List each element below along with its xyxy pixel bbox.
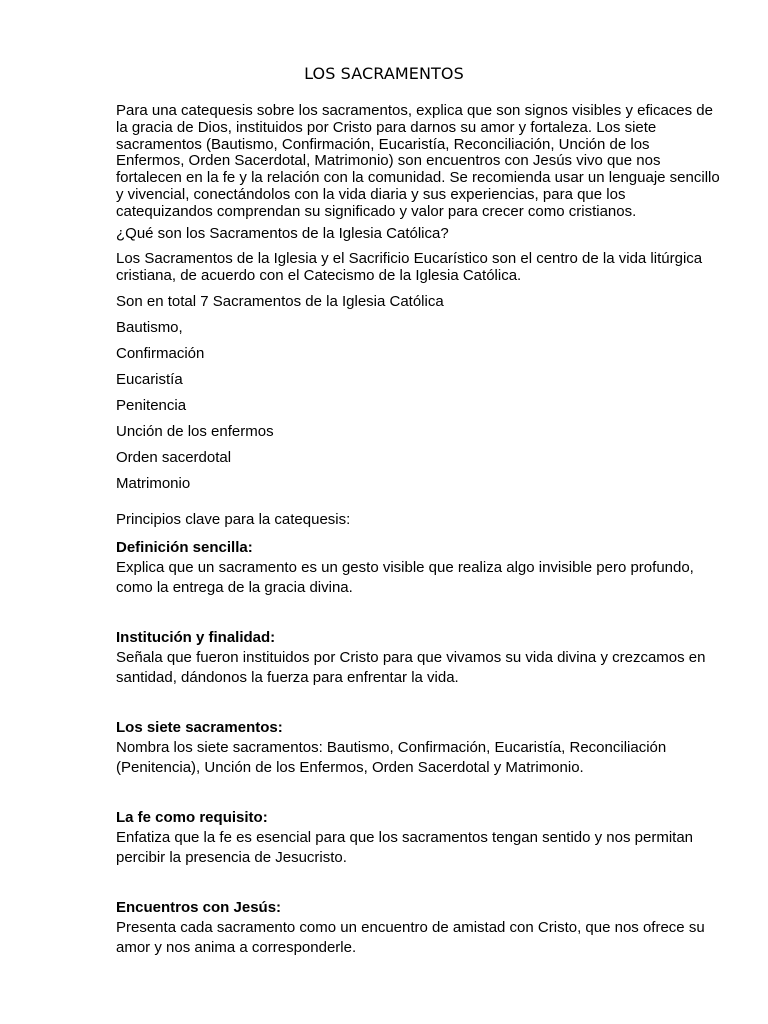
list-item: Confirmación [116, 344, 205, 362]
principle-text: Explica que un sacramento es un gesto visible que realiza algo invisible pero profundo, como la entrega de la gracia divina. [116, 558, 694, 596]
principle-block [116, 628, 722, 688]
principles-heading: Principios clave para la catequesis: [116, 510, 351, 528]
answer-paragraph: Los Sacramentos de la Iglesia y el Sacrificio Eucarístico son el centro de la vida litúrgica cristiana, de acuerdo con el Catecismo de la Iglesia Católica. [116, 250, 703, 285]
principle-title: Los siete sacramentos: [116, 718, 283, 736]
principle-block [116, 898, 722, 958]
principle-title: Institución y finalidad: [116, 628, 276, 646]
principle-text: Señala que fueron instituidos por Cristo para que vivamos su vida divina y crezcamos en santidad, dándonos la fuerza para enfrentar la vida. [116, 648, 706, 686]
intro-paragraph: Para una catequesis sobre los sacramentos, explica que son signos visibles y eficaces de la gracia de Dios, instituidos por Cristo para darnos su amor y fortaleza. Los siete sacramentos (Bautismo, Confirmación, Eucaristía, Reconciliación, Unción de los Enfermos, Orden Sacerdotal, Matrimonio) son encuentros con Jesús vivo que nos fortalecen en la fe y la relación con la comunidad. Se recomienda usar un lenguaje sencillo y vivencial, conectándolos con la vida diaria y sus experiencias, para que los catequizandos comprendan su significado y valor para crecer como cristianos. [116, 102, 720, 220]
principle-text: Enfatiza que la fe es esencial para que los sacramentos tengan sentido y nos permitan percibir la presencia de Jesucristo. [116, 828, 694, 866]
principle-text: Presenta cada sacramento como un encuentro de amistad con Cristo, que nos ofrece su amor y nos anima a corresponderle. [116, 918, 705, 956]
principle-text: Nombra los siete sacramentos: Bautismo, Confirmación, Eucaristía, Reconciliación (Penitencia), Unción de los Enfermos, Orden Sacerdotal y Matrimonio. [116, 738, 667, 776]
list-item: Eucaristía [116, 370, 183, 388]
principle-title: La fe como requisito: [116, 808, 268, 826]
sacraments-list [116, 320, 722, 502]
list-item: Unción de los enfermos [116, 422, 274, 440]
list-item: Orden sacerdotal [116, 448, 232, 466]
list-item: Penitencia [116, 396, 187, 414]
principle-block [116, 808, 722, 868]
question-line: ¿Qué son los Sacramentos de la Iglesia Católica? [116, 224, 449, 242]
sacraments-total-line: Son en total 7 Sacramentos de la Iglesia Católica [116, 292, 444, 310]
principle-block [116, 718, 722, 778]
list-item: Matrimonio [116, 474, 191, 492]
principle-block [116, 538, 722, 598]
document-body [116, 103, 722, 988]
list-item: Bautismo, [116, 318, 183, 336]
document-title: LOS SACRAMENTOS [304, 64, 464, 83]
principle-title: Definición sencilla: [116, 538, 253, 556]
principle-title: Encuentros con Jesús: [116, 898, 282, 916]
